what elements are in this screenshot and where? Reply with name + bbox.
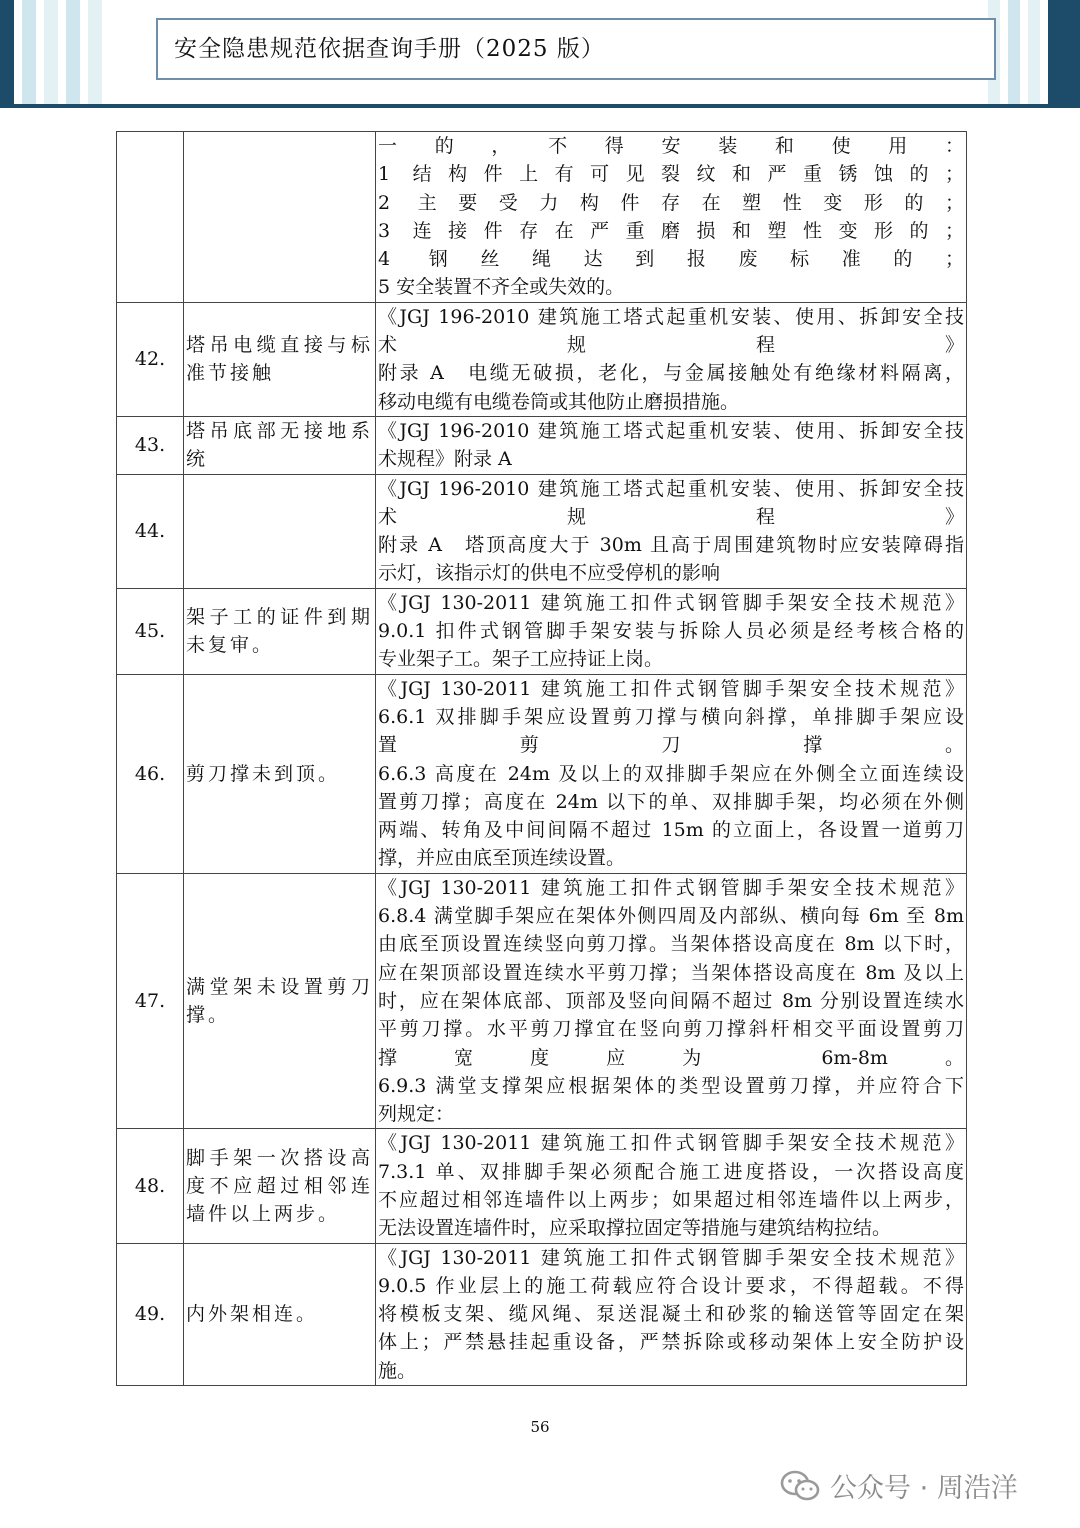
basis-line: 体上；严禁悬挂起重设备，严禁拆除或移动架体上安全防护设 bbox=[378, 1331, 964, 1354]
basis-line: 附录 A 塔顶高度大于 30m 且高于周围建筑物时应安装障碍指 bbox=[378, 534, 964, 557]
table-row bbox=[117, 1129, 967, 1243]
basis-line: 施。 bbox=[378, 1359, 417, 1382]
stripe bbox=[22, 0, 36, 104]
hazard-item bbox=[184, 132, 376, 303]
basis-line: 置剪刀撑。 bbox=[378, 734, 964, 757]
row-number: 45. bbox=[117, 588, 184, 674]
hazard-item: 内外架相连。 bbox=[184, 1243, 376, 1385]
basis-line: 时，应在架体底部、顶部及竖向间隔不超过 8m 分别设置连续水 bbox=[378, 989, 964, 1012]
row-number: 49. bbox=[117, 1243, 184, 1385]
basis-line: 《JGJ 130-2011 建筑施工扣件式钢管脚手架安全技术规范》 bbox=[378, 1132, 964, 1155]
basis-line: 6.9.3 满堂支撑架应根据架体的类型设置剪刀撑，并应符合下 bbox=[378, 1074, 964, 1097]
row-number bbox=[117, 132, 184, 303]
regulation-basis bbox=[376, 302, 967, 416]
regulation-basis bbox=[376, 1243, 967, 1385]
row-number: 46. bbox=[117, 674, 184, 873]
regulation-basis bbox=[376, 474, 967, 588]
watermark-text: 公众号 · 周浩洋 bbox=[830, 1473, 1018, 1504]
regulation-table bbox=[116, 131, 967, 1386]
page-number: 56 bbox=[530, 1418, 550, 1436]
stripe bbox=[1008, 0, 1020, 104]
table-row bbox=[117, 1243, 967, 1385]
basis-line: 9.0.1 扣件式钢管脚手架安装与拆除人员必须是经考核合格的 bbox=[378, 620, 964, 643]
row-number: 47. bbox=[117, 873, 184, 1129]
basis-line: 6.8.4 满堂脚手架应在架体外侧四周及内部纵、横向每 6m 至 8m bbox=[378, 905, 964, 928]
page-title: 安全隐患规范依据查询手册（2025 版） bbox=[174, 36, 605, 62]
watermark bbox=[780, 1466, 1018, 1505]
basis-line: 术规程》 bbox=[378, 334, 964, 357]
hazard-item: 满堂架未设置剪刀撑。 bbox=[184, 873, 376, 1129]
basis-line: 平剪刀撑。水平剪刀撑宜在竖向剪刀撑斜杆相交平面设置剪刀 bbox=[378, 1018, 964, 1041]
basis-line: 6.6.1 双排脚手架应设置剪刀撑与横向斜撑，单排脚手架应设 bbox=[378, 705, 964, 728]
basis-line: 两端、转角及中间间隔不超过 15m 的立面上，各设置一道剪刀 bbox=[378, 819, 964, 842]
regulation-basis bbox=[376, 873, 967, 1129]
basis-line: 应在架顶部设置连续水平剪刀撑；当架体搭设高度在 8m 及以上 bbox=[378, 961, 964, 984]
basis-line: 6.6.3 高度在 24m 及以上的双排脚手架应在外侧全立面连续设 bbox=[378, 762, 964, 785]
hazard-item: 脚手架一次搭设高度不应超过相邻连墙件以上两步。 bbox=[184, 1129, 376, 1243]
hazard-item: 塔吊电缆直接与标准节接触 bbox=[184, 302, 376, 416]
basis-line: 由底至顶设置连续竖向剪刀撑。当架体搭设高度在 8m 以下时， bbox=[378, 933, 964, 956]
basis-line: 《JGJ 196-2010 建筑施工塔式起重机安装、使用、拆卸安全技 bbox=[378, 419, 964, 442]
row-number: 44. bbox=[117, 474, 184, 588]
table-row bbox=[117, 588, 967, 674]
regulation-basis bbox=[376, 1129, 967, 1243]
basis-line: 2 主要受力构件存在塑性变形的； bbox=[378, 191, 964, 214]
basis-line: 《JGJ 196-2010 建筑施工塔式起重机安装、使用、拆卸安全技 bbox=[378, 477, 964, 500]
basis-line: 1 结构件上有可见裂纹和严重锈蚀的； bbox=[378, 163, 964, 186]
stripe bbox=[1028, 0, 1040, 104]
basis-line: 7.3.1 单、双排脚手架必须配合施工进度搭设，一次搭设高度 bbox=[378, 1160, 964, 1183]
stripe bbox=[88, 0, 102, 104]
basis-line: 移动电缆有电缆卷筒或其他防止磨损措施。 bbox=[378, 390, 740, 413]
basis-line: 术规程》附录 A bbox=[378, 448, 512, 471]
hazard-item bbox=[184, 474, 376, 588]
basis-line: 列规定： bbox=[378, 1103, 455, 1126]
basis-line: 《JGJ 130-2011 建筑施工扣件式钢管脚手架安全技术规范》 bbox=[378, 1246, 964, 1269]
basis-line: 《JGJ 130-2011 建筑施工扣件式钢管脚手架安全技术规范》 bbox=[378, 677, 964, 700]
row-number: 43. bbox=[117, 416, 184, 474]
basis-line: 示灯，该指示灯的供电不应受停机的影响 bbox=[378, 562, 721, 585]
regulation-basis bbox=[376, 132, 967, 303]
basis-line: 附录 A 电缆无破损，老化，与金属接触处有绝缘材料隔离， bbox=[378, 362, 964, 385]
row-number: 42. bbox=[117, 302, 184, 416]
basis-line: 无法设置连墙件时，应采取撑拉固定等措施与建筑结构拉结。 bbox=[378, 1217, 892, 1240]
basis-line: 术规程》 bbox=[378, 505, 964, 528]
stripe bbox=[0, 0, 14, 104]
basis-line: 《JGJ 196-2010 建筑施工塔式起重机安装、使用、拆卸安全技 bbox=[378, 305, 964, 328]
basis-line: 将模板支架、缆风绳、泵送混凝土和砂浆的输送管等固定在架 bbox=[378, 1303, 964, 1326]
basis-line: 《JGJ 130-2011 建筑施工扣件式钢管脚手架安全技术规范》 bbox=[378, 591, 964, 614]
basis-line: 置剪刀撑；高度在 24m 以下的单、双排脚手架，均必须在外侧 bbox=[378, 790, 964, 813]
regulation-basis bbox=[376, 416, 967, 474]
regulation-basis bbox=[376, 674, 967, 873]
regulation-basis bbox=[376, 588, 967, 674]
stripe bbox=[44, 0, 58, 104]
basis-line: 专业架子工。架子工应持证上岗。 bbox=[378, 648, 664, 671]
table-row bbox=[117, 302, 967, 416]
basis-line: 5 安全装置不齐全或失效的。 bbox=[378, 276, 625, 299]
basis-line: 《JGJ 130-2011 建筑施工扣件式钢管脚手架安全技术规范》 bbox=[378, 876, 964, 899]
table-row bbox=[117, 416, 967, 474]
table-row bbox=[117, 873, 967, 1129]
table-row bbox=[117, 132, 967, 303]
basis-line: 9.0.5 作业层上的施工荷载应符合设计要求，不得超载。不得 bbox=[378, 1274, 964, 1297]
table-row bbox=[117, 474, 967, 588]
basis-line: 3 连接件存在严重磨损和塑性变形的； bbox=[378, 219, 964, 242]
row-number: 48. bbox=[117, 1129, 184, 1243]
basis-line: 撑，并应由底至顶连续设置。 bbox=[378, 847, 626, 870]
basis-line: 一的，不得安装和使用： bbox=[378, 135, 964, 157]
wechat-icon bbox=[780, 1470, 820, 1502]
hazard-item: 塔吊底部无接地系统 bbox=[184, 416, 376, 474]
stripe bbox=[1048, 0, 1080, 104]
hazard-item: 剪刀撑未到顶。 bbox=[184, 674, 376, 873]
hazard-item: 架子工的证件到期未复审。 bbox=[184, 588, 376, 674]
table-row bbox=[117, 674, 967, 873]
header-divider bbox=[0, 104, 1080, 108]
basis-line: 撑宽度应为 6m-8m。 bbox=[378, 1046, 964, 1069]
basis-line: 不应超过相邻连墙件以上两步；如果超过相邻连墙件以上两步， bbox=[378, 1188, 964, 1211]
header-box bbox=[156, 18, 996, 80]
stripe bbox=[66, 0, 80, 104]
basis-line: 4 钢丝绳达到报废标准的； bbox=[378, 248, 964, 271]
